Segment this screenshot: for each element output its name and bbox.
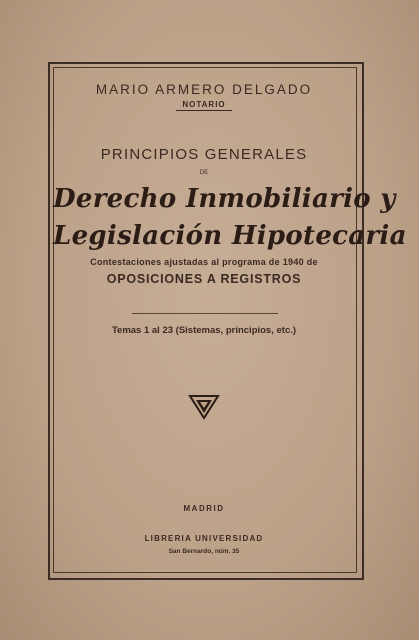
publisher-name: LIBRERIA UNIVERSIDAD: [144, 534, 264, 543]
title-line-1: Derecho Inmobiliario y: [53, 184, 396, 214]
divider-rule: [132, 313, 278, 314]
connector-word: DE: [199, 170, 209, 176]
title-line-2: Legislación Hipotecaria: [53, 221, 407, 251]
subtitle: Contestaciones ajustadas al programa de 1940 de: [90, 257, 318, 267]
author-name: MARIO ARMERO DELGADO: [95, 82, 313, 97]
author-role: [53, 100, 355, 109]
inner-border-frame: [53, 67, 407, 573]
topics-line: Temas 1 al 23 (Sistemas, principios, etc.): [111, 325, 297, 336]
city: MADRID: [183, 504, 225, 513]
author-role-text: NOTARIO: [176, 100, 231, 111]
publisher-emblem-icon: [188, 394, 220, 420]
heading: PRINCIPIOS GENERALES: [100, 146, 308, 163]
publisher-address: San Bernardo, núm. 35: [168, 548, 240, 555]
exam-name: OPOSICIONES A REGISTROS: [106, 272, 302, 286]
